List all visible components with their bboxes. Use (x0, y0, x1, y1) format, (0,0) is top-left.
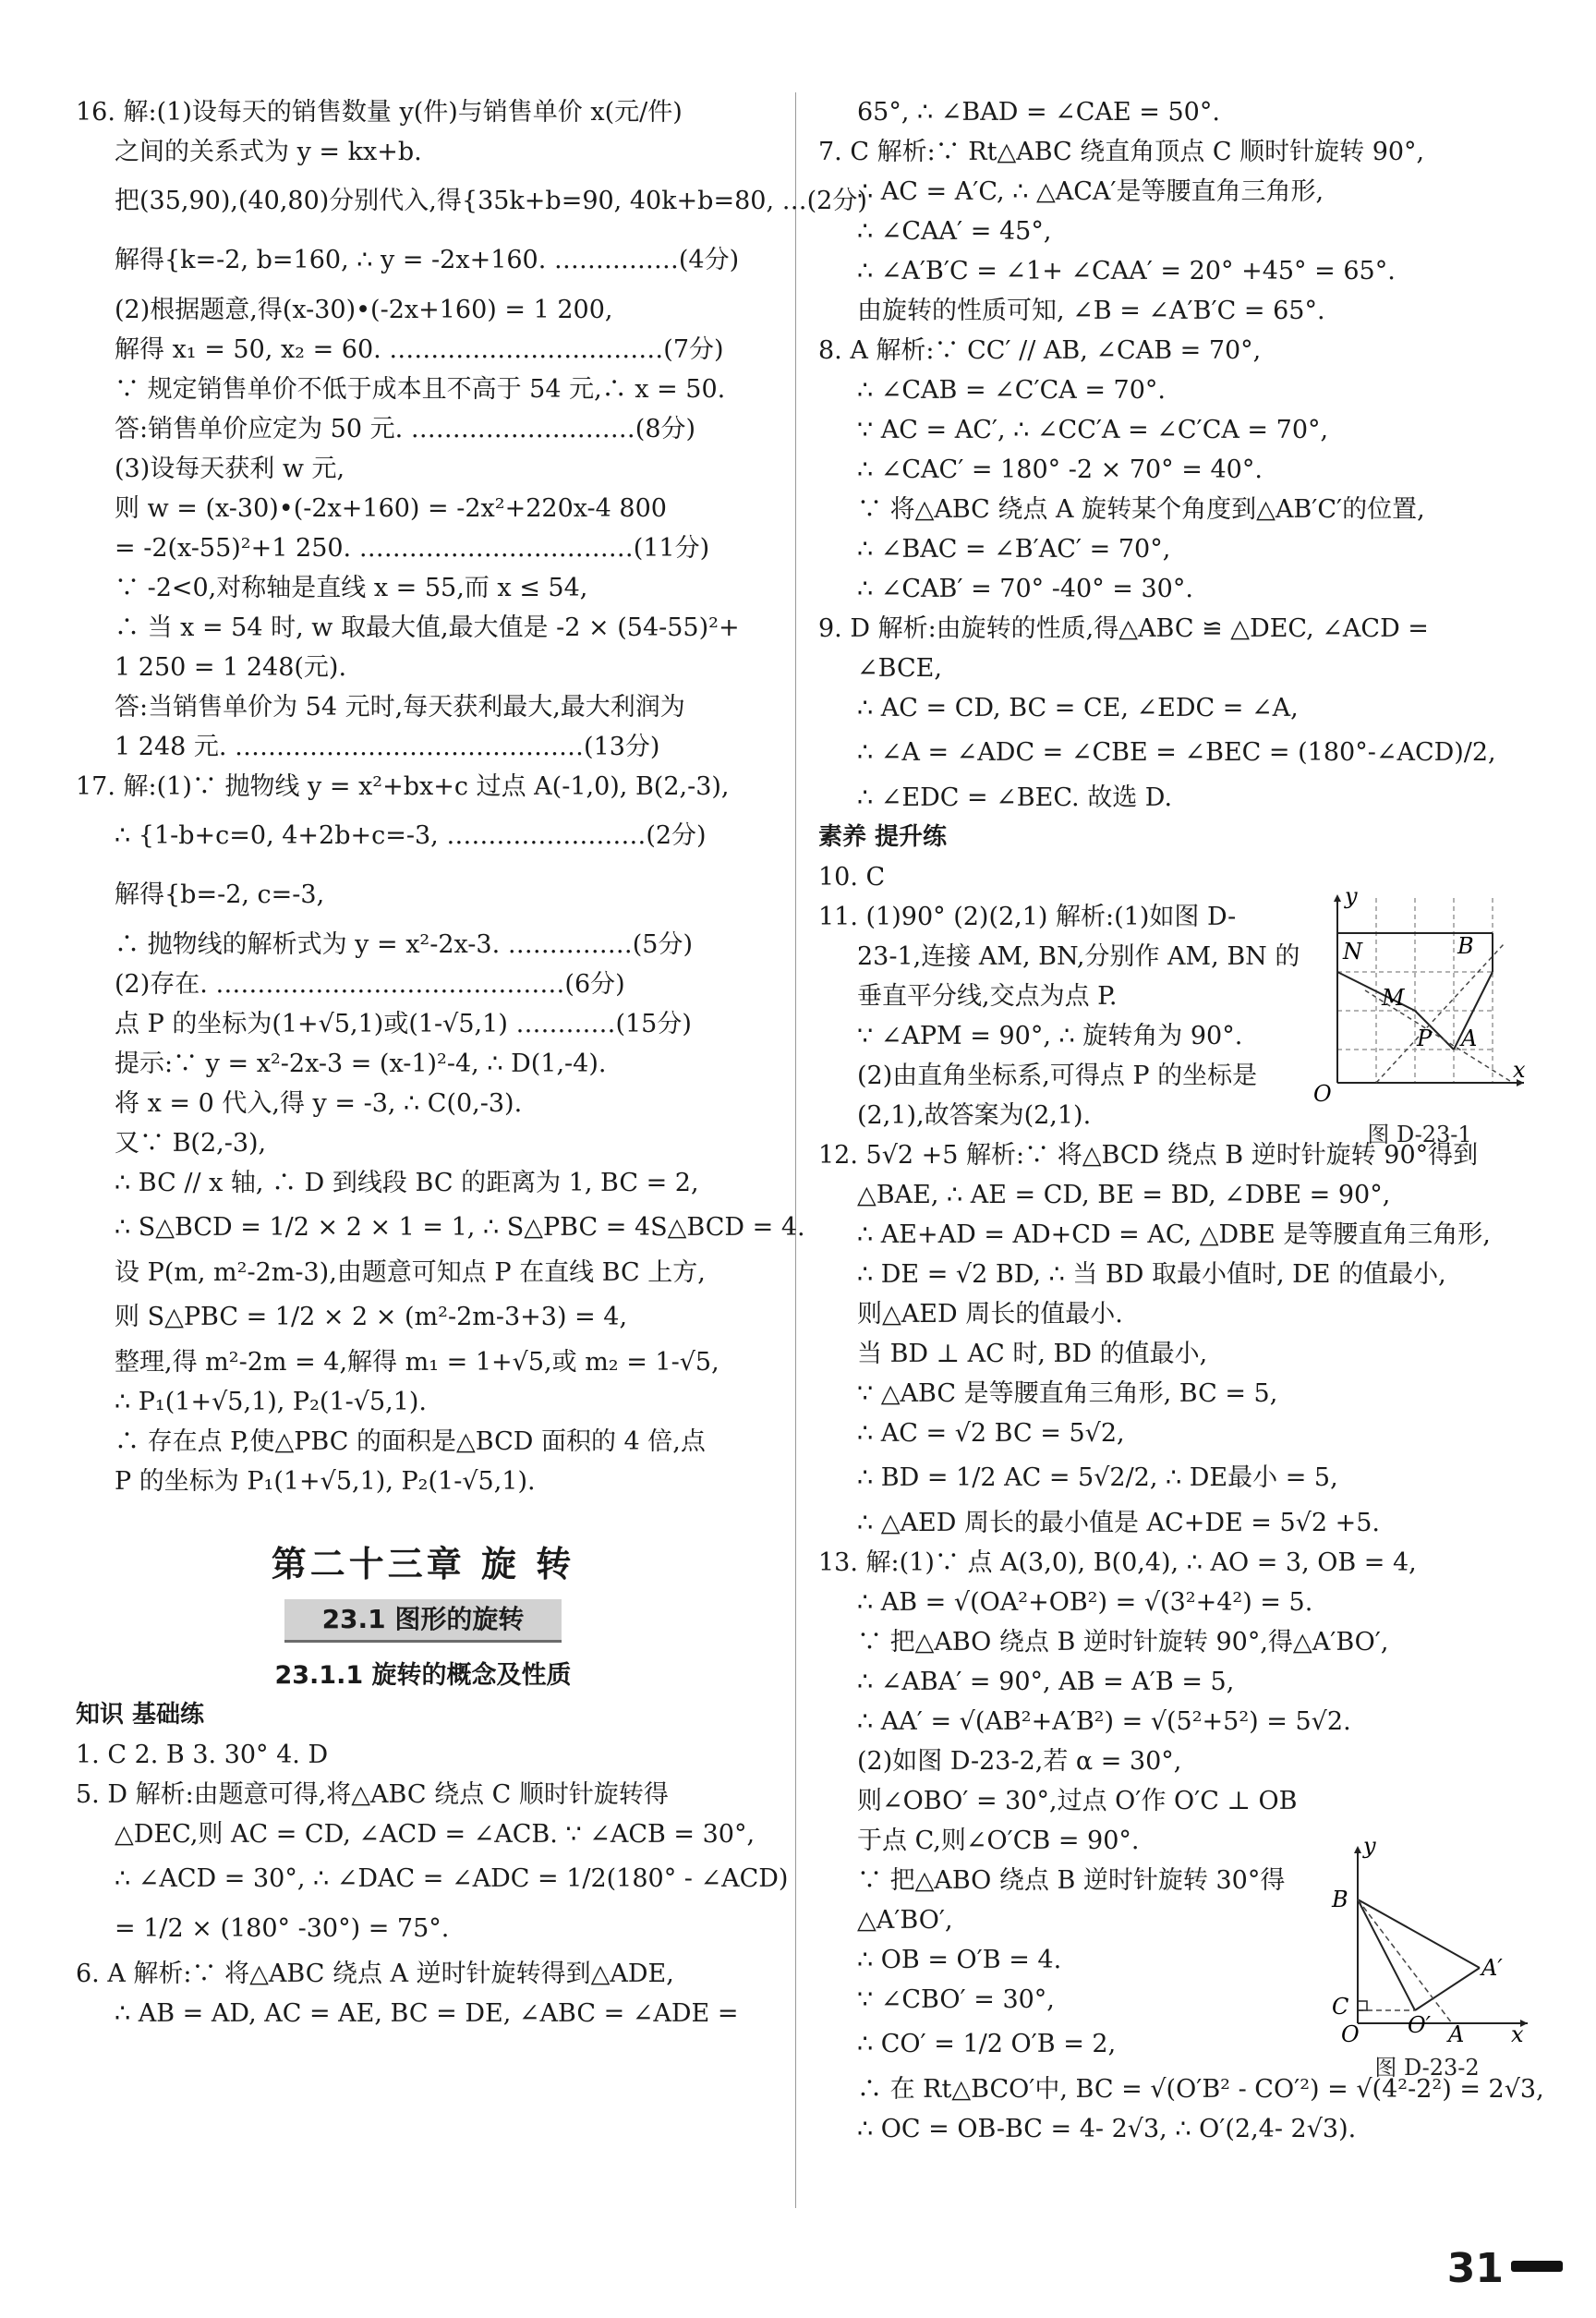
text-line: 答:当销售单价为 54 元时,每天获利最大,最大利润为 (115, 693, 685, 722)
text-line: 10. C (818, 863, 886, 892)
chapter-title: 第二十三章 旋 转 (271, 1544, 575, 1584)
figure-label-m: M (1382, 985, 1405, 1011)
figure-label-p: P (1417, 1026, 1433, 1051)
text-line: △A′BO′, (857, 1906, 953, 1935)
text-line: 5. D 解析:由题意可得,将△ABC 绕点 C 顺时针旋转得 (76, 1780, 669, 1809)
literacy-heading: 素养 提升练 (818, 823, 948, 851)
text-line: 9. D 解析:由旋转的性质,得△ABC ≌ △DEC, ∠ACD = (818, 614, 1429, 643)
text-line: 当 BD ⊥ AC 时, BD 的值最小, (857, 1340, 1208, 1368)
figure-label-n: N (1343, 939, 1362, 965)
text-line: 则 w = (x-30)•(-2x+160) = -2x²+220x-4 800 (115, 494, 667, 523)
text-line: ∵ AC = AC′, ∴ ∠CC′A = ∠C′CA = 70°, (857, 416, 1329, 444)
figure-label-a: A (1461, 1026, 1478, 1051)
text-line: 则∠OBO′ = 30°,过点 O′作 O′C ⊥ OB (857, 1787, 1298, 1815)
text-line: ∵ △ABC 是等腰直角三角形, BC = 5, (857, 1379, 1278, 1408)
text-line: 13. 解:(1)∵ 点 A(3,0), B(0,4), ∴ AO = 3, OB = 4, (818, 1548, 1417, 1577)
text-line: ∴ ∠CAB = ∠C′CA = 70°. (857, 376, 1166, 405)
figure-label-c: C (1332, 1994, 1349, 2020)
text-line: 7. C 解析:∵ Rt△ABC 绕直角顶点 C 顺时针旋转 90°, (818, 138, 1425, 166)
text-line: 设 P(m, m²-2m-3),由题意可知点 P 在直线 BC 上方, (115, 1258, 706, 1287)
text-line: 1. C 2. B 3. 30° 4. D (76, 1741, 329, 1769)
text-line: 则 S△PBC = 1/2 × 2 × (m²-2m-3+3) = 4, (115, 1303, 628, 1331)
figure-label-x: x (1511, 2021, 1524, 2047)
text-line: 11. (1)90° (2)(2,1) 解析:(1)如图 D- (818, 903, 1237, 931)
text-line: △DEC,则 AC = CD, ∠ACD = ∠ACB. ∵ ∠ACB = 30°, (115, 1820, 756, 1849)
text-line: ∴ P₁(1+√5,1), P₂(1-√5,1). (115, 1388, 428, 1416)
text-line: ∵ ∠CBO′ = 30°, (857, 1985, 1055, 2014)
text-line: ∵ 规定销售单价不低于成本且不高于 54 元,∴ x = 50. (115, 375, 726, 404)
figure-caption: 图 D-23-2 (1374, 2055, 1480, 2081)
text-line: P 的坐标为 P₁(1+√5,1), P₂(1-√5,1). (115, 1467, 536, 1496)
text-line: 则△AED 周长的值最小. (857, 1300, 1123, 1329)
figure-d-23-1-graphic (1310, 883, 1530, 1110)
figure-label-o-prime: O′ (1408, 2012, 1432, 2038)
text-line: 1 250 = 1 248(元). (115, 653, 347, 682)
figure-d-23-2-graphic (1323, 1833, 1531, 2047)
figure-d-23-1 (1310, 883, 1530, 1147)
text-line: ∴ OC = OB-BC = 4- 2√3, ∴ O′(2,4- 2√3). (857, 2115, 1357, 2143)
figure-caption: 图 D-23-1 (1367, 1122, 1472, 1147)
left-answer-block-2 (76, 1735, 789, 2033)
text-line: ∴ AC = √2 BC = 5√2, (857, 1419, 1125, 1448)
text-line: ∴ ∠CAA′ = 45°, (857, 217, 1052, 246)
text-line: ∴ ∠A = ∠ADC = ∠CBE = ∠BEC = (180°-∠ACD)/2, (857, 738, 1496, 767)
text-line: 17. 解:(1)∵ 抛物线 y = x²+bx+c 过点 A(-1,0), B(2,-3), (76, 772, 730, 801)
column-divider (795, 92, 796, 2208)
text-line: 解得{b=-2, c=-3, (115, 880, 325, 909)
text-line: ∴ 当 x = 54 时, w 取最大值,最大值是 -2 × (54-55)²+ (115, 613, 740, 642)
text-line: 又∵ B(2,-3), (115, 1129, 267, 1158)
figure-label-o: O (1313, 1081, 1332, 1107)
text-line: ∴ △AED 周长的最小值是 AC+DE = 5√2 +5. (857, 1509, 1380, 1537)
text-line: ∴ 存在点 P,使△PBC 的面积是△BCD 面积的 4 倍,点 (115, 1427, 706, 1456)
text-line: ∵ 把△ABO 绕点 B 逆时针旋转 90°,得△A′BO′, (857, 1628, 1389, 1657)
text-line: 6. A 解析:∵ 将△ABC 绕点 A 逆时针旋转得到△ADE, (76, 1960, 674, 1988)
text-line: 解得 x₁ = 50, x₂ = 60. ……………………………(7分) (115, 335, 724, 364)
page-number: 31 (1446, 2245, 1504, 2292)
text-line: ∴ ∠ABA′ = 90°, AB = A′B = 5, (857, 1668, 1235, 1696)
text-line: 1 248 元. ……………………………………(13分) (115, 733, 660, 761)
figure-label-y: y (1363, 1833, 1376, 1859)
text-line: (3)设每天获利 w 元, (115, 455, 345, 483)
text-line: ∴ 抛物线的解析式为 y = x²-2x-3. ……………(5分) (115, 930, 694, 959)
text-line: 12. 5√2 +5 解析:∵ 将△BCD 绕点 B 逆时针旋转 90°得到 (818, 1141, 1479, 1170)
section-title: 23.1 图形的旋转 (284, 1599, 562, 1643)
subsection-title: 23.1.1 旋转的概念及性质 (274, 1661, 572, 1690)
text-line: 解得{k=-2, b=160, ∴ y = -2x+160. ……………(4分) (115, 246, 740, 274)
text-line: ∴ {1-b+c=0, 4+2b+c=-3, ……………………(2分) (115, 821, 707, 850)
text-line: ∴ AC = A′C, ∴ △ACA′是等腰直角三角形, (857, 177, 1324, 206)
text-line: ∴ S△BCD = 1/2 × 2 × 1 = 1, ∴ S△PBC = 4S△BCD = 4. (115, 1213, 805, 1242)
text-line: ∠BCE, (857, 654, 942, 683)
text-line: 于点 C,则∠O′CB = 90°. (857, 1826, 1140, 1855)
figure-d-23-2 (1323, 1833, 1531, 2081)
text-line: ∵ 将△ABC 绕点 A 旋转某个角度到△AB′C′的位置, (857, 495, 1425, 524)
text-line: 提示:∵ y = x²-2x-3 = (x-1)²-4, ∴ D(1,-4). (115, 1050, 607, 1078)
text-line: 之间的关系式为 y = kx+b. (115, 138, 422, 166)
text-line: ∴ ∠CAC′ = 180° -2 × 70° = 40°. (857, 455, 1263, 484)
figure-label-a: A (1448, 2021, 1465, 2047)
text-line: ∴ 在 Rt△BCO′中, BC = √(O′B² - CO′²) = √(4²-2²) = 2√3, (857, 2075, 1544, 2104)
text-line: ∴ OB = O′B = 4. (857, 1946, 1062, 1974)
text-line: 垂直平分线,交点为点 P. (857, 982, 1118, 1011)
text-line: ∴ AB = AD, AC = AE, BC = DE, ∠ABC = ∠ADE = (115, 1999, 739, 2028)
text-line: ∴ ∠ACD = 30°, ∴ ∠DAC = ∠ADC = 1/2(180° - ∠ACD) (115, 1864, 789, 1893)
text-line: (2)存在. ……………………………………(6分) (115, 970, 625, 999)
text-line: △BAE, ∴ AE = CD, BE = BD, ∠DBE = 90°, (857, 1181, 1391, 1209)
text-line: 答:销售单价应定为 50 元. ………………………(8分) (115, 415, 696, 443)
text-line: ∴ ∠A′B′C = ∠1+ ∠CAA′ = 20° +45° = 65°. (857, 257, 1396, 285)
text-line: ∴ CO′ = 1/2 O′B = 2, (857, 2030, 1117, 2058)
text-line: (2)由直角坐标系,可得点 P 的坐标是 (857, 1062, 1258, 1090)
page-number-bar (1511, 2261, 1563, 2272)
figure-label-o: O (1341, 2021, 1360, 2047)
text-line: ∴ AB = √(OA²+OB²) = √(3²+4²) = 5. (857, 1588, 1313, 1617)
text-line: = -2(x-55)²+1 250. ……………………………(11分) (115, 534, 710, 563)
text-line: (2)如图 D-23-2,若 α = 30°, (857, 1747, 1182, 1776)
text-line: ∴ BD = 1/2 AC = 5√2/2, ∴ DE最小 = 5, (857, 1463, 1338, 1492)
figure-label-x: x (1513, 1057, 1526, 1083)
text-line: ∴ AA′ = √(AB²+A′B²) = √(5²+5²) = 5√2. (857, 1707, 1351, 1736)
text-line: 16. 解:(1)设每天的销售数量 y(件)与销售单价 x(元/件) (76, 98, 683, 127)
figure-label-b: B (1457, 933, 1474, 959)
figure-label-b: B (1332, 1887, 1348, 1912)
text-line: (2)根据题意,得(x-30)•(-2x+160) = 1 200, (115, 296, 613, 324)
text-line: ∴ AE+AD = AD+CD = AC, △DBE 是等腰直角三角形, (857, 1220, 1491, 1249)
text-line: 整理,得 m²-2m = 4,解得 m₁ = 1+√5,或 m₂ = 1-√5, (115, 1348, 719, 1377)
text-line: 由旋转的性质可知, ∠B = ∠A′B′C = 65°. (857, 297, 1325, 325)
text-line: ∵ ∠APM = 90°, ∴ 旋转角为 90°. (857, 1022, 1243, 1050)
text-line: = 1/2 × (180° -30°) = 75°. (115, 1914, 450, 1943)
figure-label-y: y (1345, 883, 1358, 909)
text-line: (2,1),故答案为(2,1). (857, 1101, 1092, 1130)
text-line: ∴ AC = CD, BC = CE, ∠EDC = ∠A, (857, 694, 1299, 722)
text-line: 点 P 的坐标为(1+√5,1)或(1-√5,1) …………(15分) (115, 1010, 692, 1038)
figure-label-a-prime: A′ (1481, 1955, 1503, 1981)
text-line: ∵ -2<0,对称轴是直线 x = 55,而 x ≤ 54, (115, 574, 588, 602)
text-line: ∴ ∠CAB′ = 70° -40° = 30°. (857, 575, 1193, 603)
text-line: 65°, ∴ ∠BAD = ∠CAE = 50°. (857, 98, 1220, 127)
text-line: ∴ ∠BAC = ∠B′AC′ = 70°, (857, 535, 1171, 564)
text-line: ∴ DE = √2 BD, ∴ 当 BD 取最小值时, DE 的值最小, (857, 1260, 1446, 1289)
knowledge-heading: 知识 基础练 (76, 1701, 205, 1729)
text-line: 将 x = 0 代入,得 y = -3, ∴ C(0,-3). (115, 1089, 523, 1118)
text-line: ∵ 把△ABO 绕点 B 逆时针旋转 30°得 (857, 1866, 1286, 1895)
text-line: 23-1,连接 AM, BN,分别作 AM, BN 的 (857, 942, 1300, 971)
text-line: ∴ BC // x 轴, ∴ D 到线段 BC 的距离为 1, BC = 2, (115, 1169, 699, 1197)
text-line: 8. A 解析:∵ CC′ // AB, ∠CAB = 70°, (818, 336, 1262, 365)
text-line: 把(35,90),(40,80)分别代入,得{35k+b=90, 40k+b=80, …(2分) (115, 187, 867, 215)
text-line: ∴ ∠EDC = ∠BEC. 故选 D. (857, 783, 1173, 812)
